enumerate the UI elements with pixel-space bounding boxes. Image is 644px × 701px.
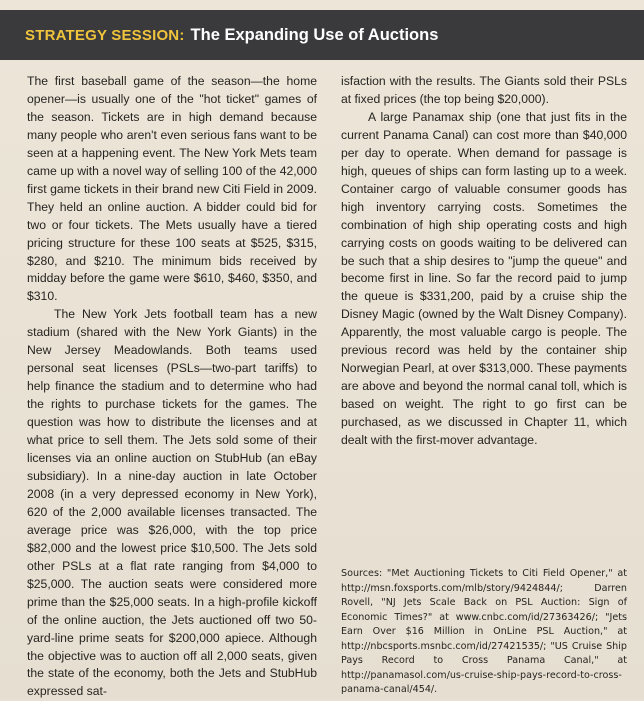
sources-note: [341, 567, 627, 698]
strategy-session-banner: [0, 10, 644, 60]
left-text-column: [27, 73, 317, 701]
paragraph-jets-psl-auction: The New York Jets football team has a new stadium (shared with the New York Giants) in the New Jersey Meadowlands. Both teams used personal seat licenses (PSLs—two-part tariffs) to help finance the stadium and to determine who had the rights to purchase tickets for the games. The question was how to distribute the licenses and at what price to sell them. The Jets sold some of their licenses via an online auction on StubHub (an eBay subsidiary). In a nine-day auction in late October 2008 (in a very depressed economy in New York), 620 of the 2,000 available licenses transacted. The average price was $26,000, with the top price $82,000 and the lowest price $10,500. The Jets sold other PSLs at a flat rate ranging from $4,000 to $25,000. The auction seats were considered more prime than the $25,000 seats. In a high-profile kickoff of the online auction, the Jets auctioned off two 50-yard-line prime seats for $200,000 apiece. Although the objective was to auction off all 2,000 seats, given the state of the economy, both the Jets and StubHub expressed sat-: [27, 307, 317, 699]
sources-label: Sources:: [341, 568, 387, 579]
right-text-column: [341, 73, 627, 450]
paragraph-mets-auction: The first baseball game of the season—the home opener—is usually one of the "hot ticket" games of the season. Tickets are in high demand because many people who aren't even serious fans want to be seen at a happening event. The New York Mets team came up with a novel way of selling 100 of the 42,000 first game tickets in their brand new Citi Field in 2009. They held an online auction. A bidder could bid for two or four tickets. The Mets usually have a tiered pricing structure for these 100 seats at $525, $315, $280, and $210. The minimum bids received by midday before the game were $610, $460, $350, and $310.: [27, 74, 317, 304]
paragraph-giants-continuation: isfaction with the results. The Giants sold their PSLs at fixed prices (the top being $20,000).: [341, 74, 627, 106]
sources-text: "Met Auctioning Tickets to Citi Field Opener," at http://msn.foxsports.com/mlb/story/9424844/; Darren Rovell, "NJ Jets Scale Back on PSL Auction: Sign of Economic Times?" at www.cnbc.com/id/27363426/; "Jets Earn Over $16 Million in OnLine PSL Auction," at http://nbcsports.msnbc.com/id/27421535/; "US Cruise Ship Pays Record to Cross Panama Canal," at http://panamasol.com/us-cruise-ship-pays-record-to-cross-panama-canal/454/.: [341, 568, 627, 695]
paragraph-panama-canal: A large Panamax ship (one that just fits in the current Panama Canal) can cost more than $40,000 per day to operate. When demand for passage is high, queues of ships can form lasting up to a week. Container cargo of valuable consumer goods has high inventory carrying costs. Sometimes the combination of high ship operating costs and high carrying costs on goods waiting to be delivered can be such that a ship desires to "jump the queue" and become first in line. So far the record paid to jump the queue is $331,200, paid by a cruise ship the Disney Magic (owned by the Walt Disney Company). Apparently, the most valuable cargo is people. The previous record was held by the container ship Norwegian Pearl, at over $313,000. These payments are above and beyond the normal canal toll, which is based on weight. The right to go first can be purchased, as we discussed in Chapter 11, which dealt with the first-mover advantage.: [341, 109, 627, 448]
banner-label: STRATEGY SESSION:: [25, 26, 185, 44]
page-title: The Expanding Use of Auctions: [190, 25, 439, 44]
